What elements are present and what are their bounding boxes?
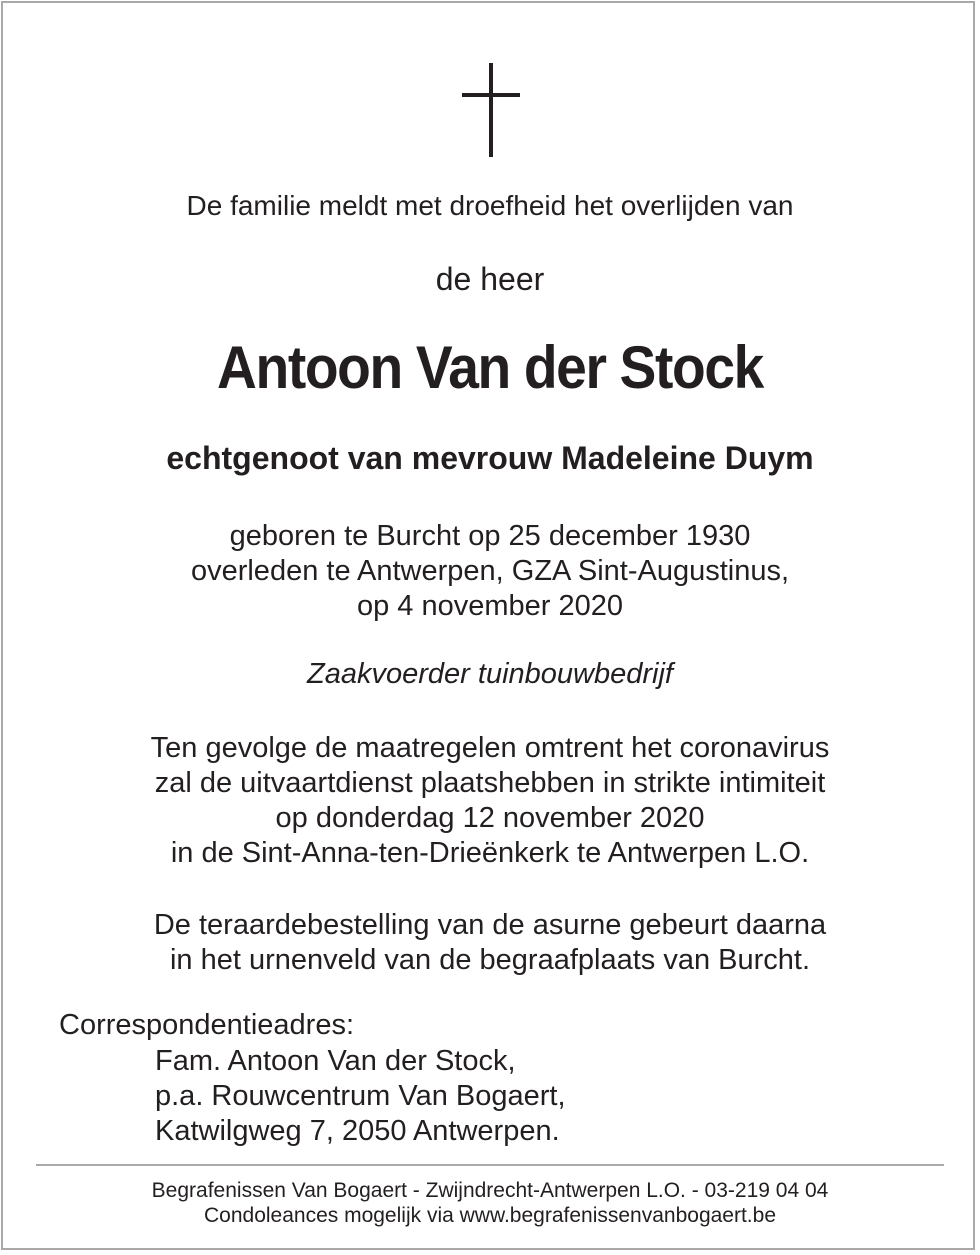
occupation: Zaakvoerder tuinbouwbedrijf (307, 658, 673, 690)
correspondence-address (155, 1044, 566, 1149)
address-line: p.a. Rouwcentrum Van Bogaert, (155, 1080, 566, 1112)
death-date-line: op 4 november 2020 (356, 590, 624, 622)
funeral-line: zal de uitvaartdienst plaatshebben in strikte intimiteit (154, 767, 826, 799)
burial-line: De teraardebestelling van de asurne gebeurt daarna (153, 909, 827, 941)
correspondence-label: Correspondentieadres: (59, 1009, 355, 1041)
burial-line: in het urnenveld van de begraafplaats van Burcht. (169, 944, 811, 976)
birth-death-block (0, 519, 980, 624)
spouse-line: echtgenoot van mevrouw Madeleine Duym (166, 440, 814, 476)
footer-company-line: Begrafenissen Van Bogaert - Zwijndrecht-Antwerpen L.O. - 03-219 04 04 (151, 1179, 829, 1202)
funeral-line: op donderdag 12 november 2020 (275, 802, 705, 834)
cross-icon (462, 63, 520, 157)
address-line: Katwilgweg 7, 2050 Antwerpen. (155, 1115, 560, 1147)
funeral-block (0, 731, 980, 871)
burial-block (0, 908, 980, 978)
footer (0, 1178, 980, 1228)
address-line: Fam. Antoon Van der Stock, (155, 1045, 516, 1077)
deceased-name: Antoon Van der Stock (217, 334, 763, 401)
title-prefix: de heer (435, 261, 545, 297)
funeral-line: in de Sint-Anna-ten-Drieënkerk te Antwerpen L.O. (170, 837, 810, 869)
intro-text: De familie meldt met droefheid het overlijden van (186, 190, 794, 221)
funeral-line: Ten gevolge de maatregelen omtrent het coronavirus (150, 732, 830, 764)
footer-condolences-line: Condoleances mogelijk via www.begrafenissenvanbogaert.be (203, 1204, 776, 1227)
death-place-line: overleden te Antwerpen, GZA Sint-Augustinus, (190, 555, 790, 587)
birth-line: geboren te Burcht op 25 december 1930 (229, 520, 751, 552)
footer-divider (36, 1164, 944, 1166)
